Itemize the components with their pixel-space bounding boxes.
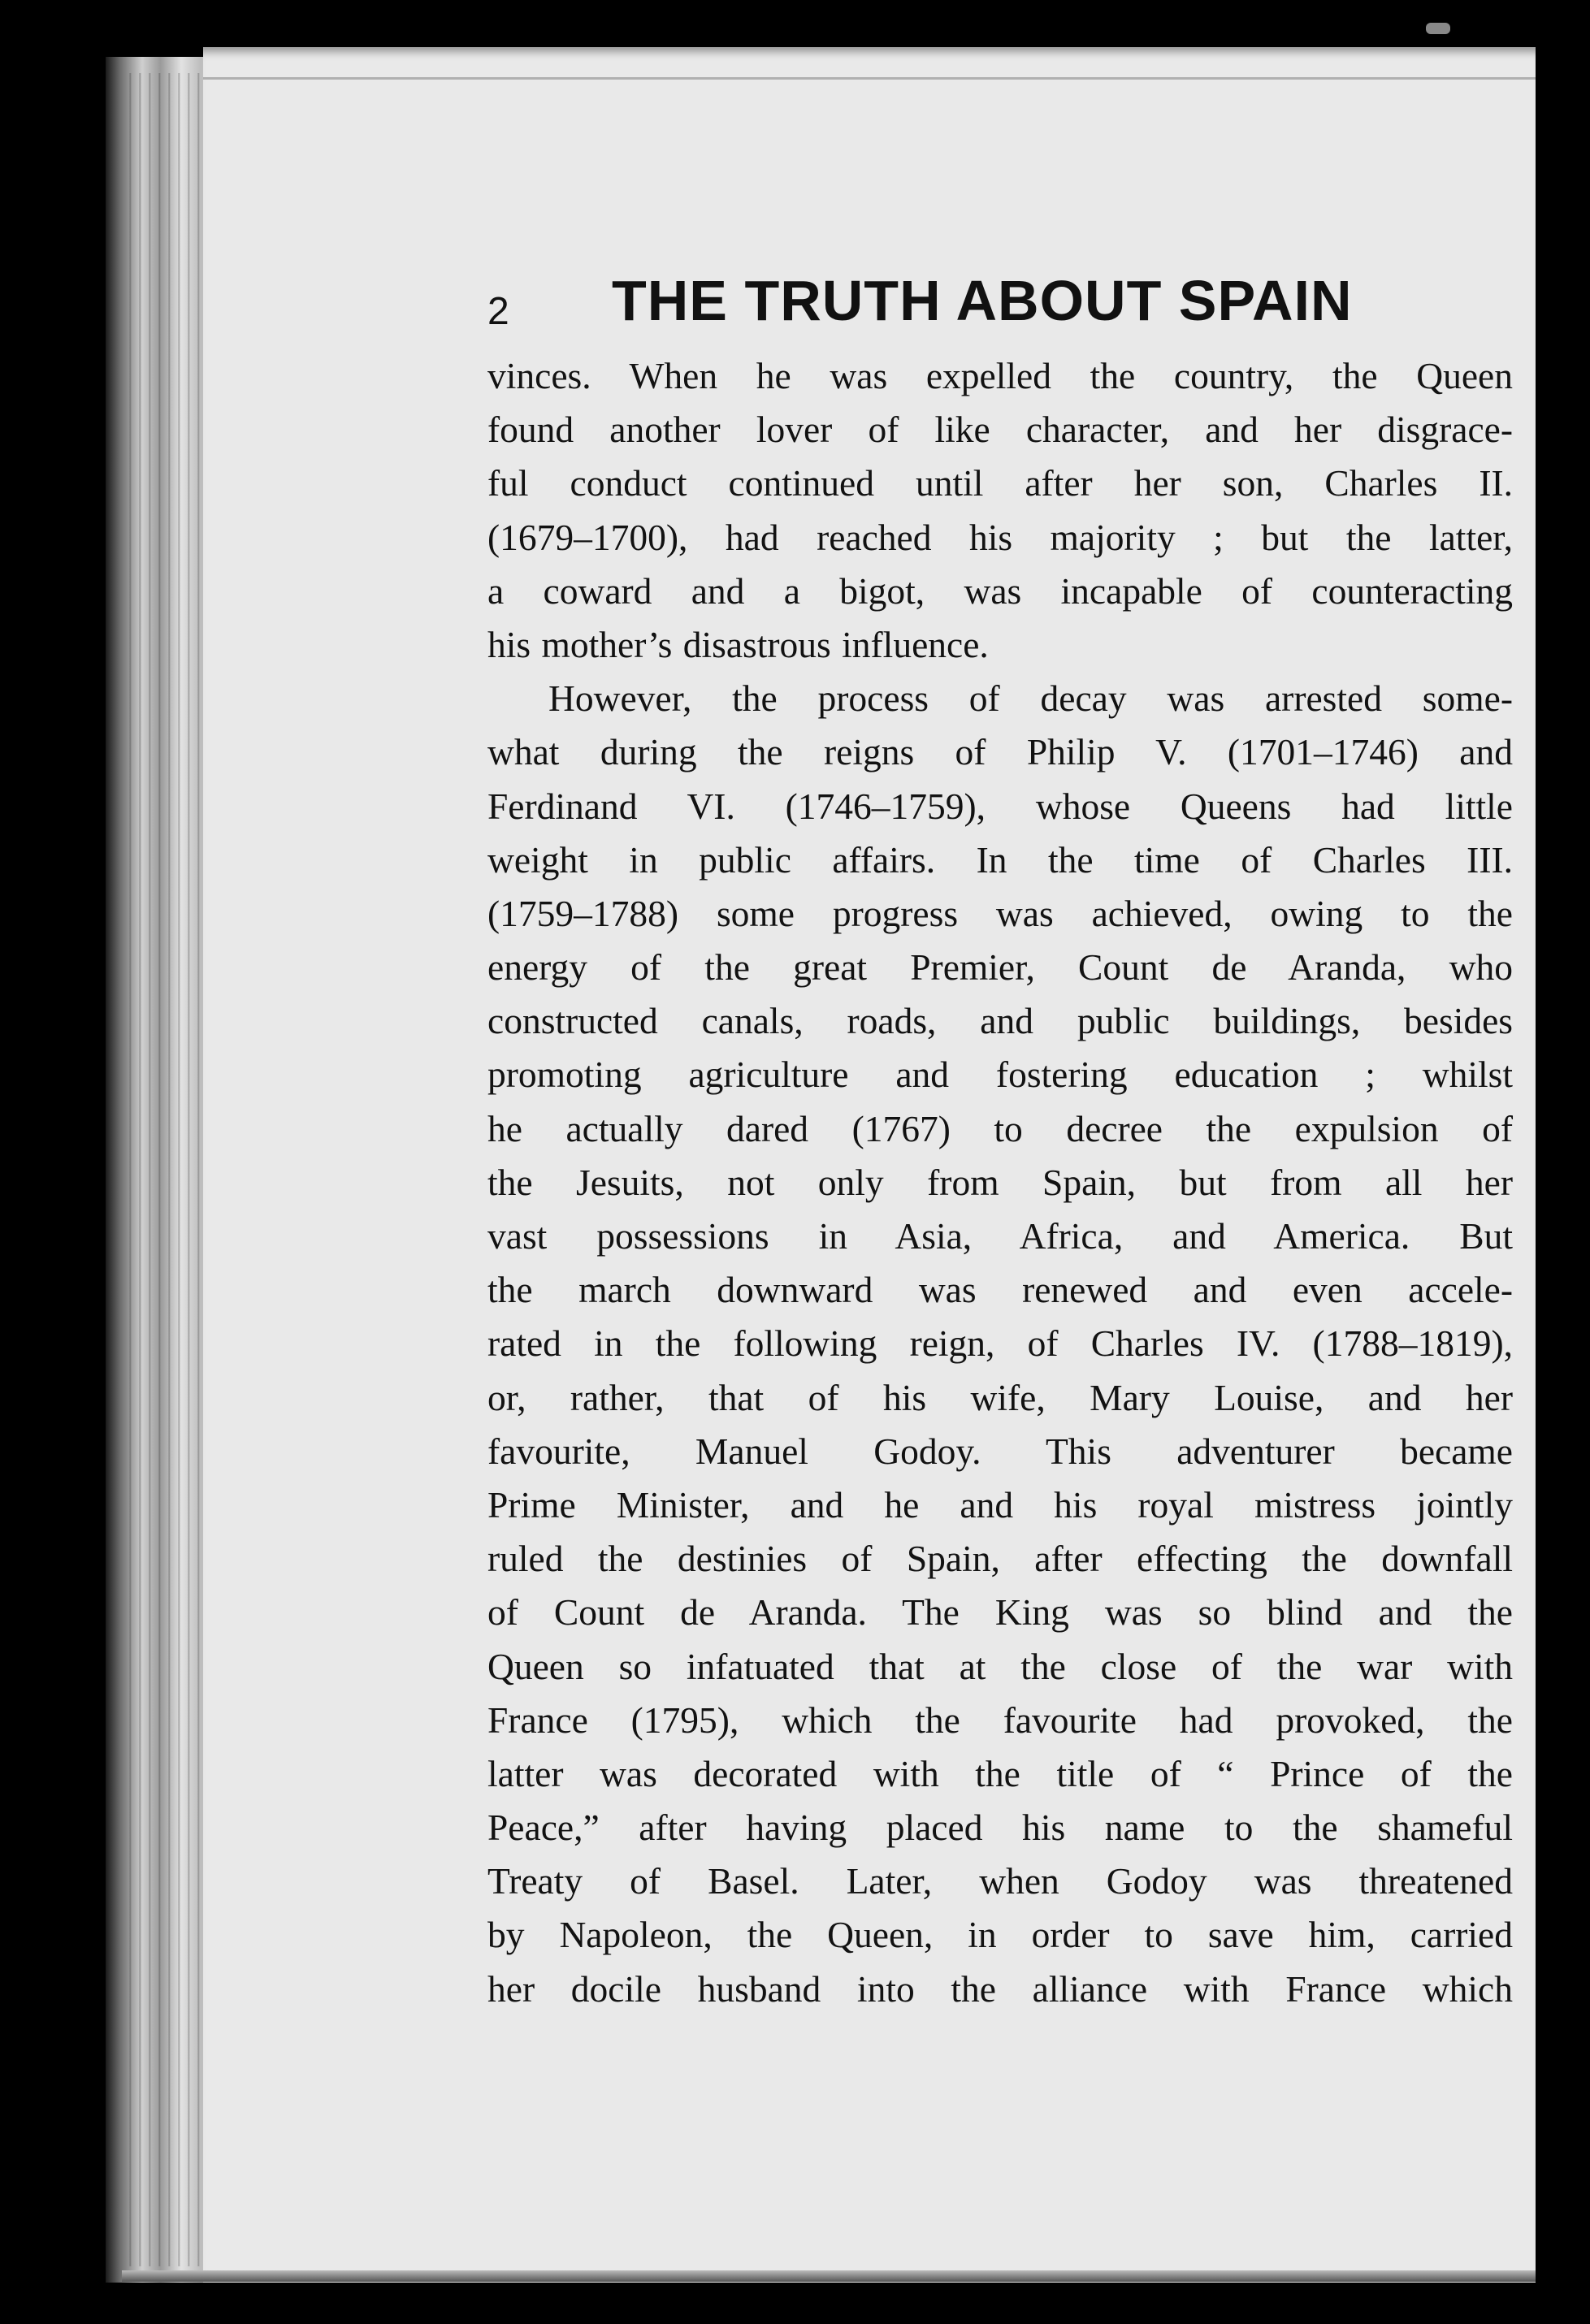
text-line: her docile husband into the alliance with France which bbox=[487, 1967, 1513, 2010]
text-line: Treaty of Basel. Later, when Godoy was threatened bbox=[487, 1860, 1513, 1902]
text-line: France (1795), which the favourite had provoked, the bbox=[487, 1699, 1513, 1741]
running-title: THE TRUTH ABOUT SPAIN bbox=[612, 269, 1353, 332]
text-line: Ferdinand VI. (1746–1759), whose Queens had little bbox=[487, 785, 1513, 827]
text-line: ruled the destinies of Spain, after effecting the downfall bbox=[487, 1538, 1513, 1580]
body-text bbox=[487, 349, 1513, 2016]
text-line: what during the reigns of Philip V. (1701–1746) and bbox=[487, 731, 1513, 773]
text-line: (1679–1700), had reached his majority ; but the latter, bbox=[487, 516, 1513, 558]
text-line: latter was decorated with the title of “ Prince of the bbox=[487, 1752, 1513, 1794]
text-line: ful conduct continued until after her son, Charles II. bbox=[487, 462, 1513, 504]
text-line: Queen so infatuated that at the close of the war with bbox=[487, 1645, 1513, 1687]
scan-speck bbox=[1426, 23, 1450, 34]
text-line: by Napoleon, the Queen, in order to save him, carried bbox=[487, 1914, 1513, 1956]
text-line: a coward and a bigot, was incapable of counteracting bbox=[487, 569, 1513, 612]
text-line: Prime Minister, and he and his royal mistress jointly bbox=[487, 1483, 1513, 1526]
page-bottom-edge bbox=[122, 2270, 1536, 2282]
text-line: of Count de Aranda. The King was so blind and the bbox=[487, 1591, 1513, 1634]
text-line: vinces. When he was expelled the country, the Queen bbox=[487, 355, 1513, 396]
text-line: constructed canals, roads, and public buildings, besides bbox=[487, 1000, 1513, 1042]
page-header bbox=[487, 268, 1513, 341]
spine-texture bbox=[122, 73, 211, 2266]
text-line: promoting agriculture and fostering education ; whilst bbox=[487, 1054, 1513, 1096]
text-line: vast possessions in Asia, Africa, and America. But bbox=[487, 1215, 1513, 1257]
text-line: (1759–1788) some progress was achieved, owing to the bbox=[487, 892, 1513, 934]
text-line: the march downward was renewed and even accele- bbox=[487, 1269, 1513, 1311]
text-line: the Jesuits, not only from Spain, but from all her bbox=[487, 1161, 1513, 1203]
page-top-edge bbox=[203, 77, 1536, 80]
text-line: weight in public affairs. In the time of Charles III. bbox=[487, 838, 1513, 881]
text-line: However, the process of decay was arrested some- bbox=[548, 677, 1513, 720]
text-line: favourite, Manuel Godoy. This adventurer became bbox=[487, 1430, 1513, 1472]
text-line: Peace,” after having placed his name to the shameful bbox=[487, 1807, 1513, 1849]
text-line: he actually dared (1767) to decree the expulsion of bbox=[487, 1107, 1513, 1149]
text-line: or, rather, that of his wife, Mary Louise, and her bbox=[487, 1376, 1513, 1418]
text-line: his mother’s disastrous influence. bbox=[487, 623, 989, 665]
text-line: energy of the great Premier, Count de Aranda, who bbox=[487, 946, 1513, 989]
page-number: 2 bbox=[487, 290, 509, 333]
text-line: rated in the following reign, of Charles IV. (1788–1819), bbox=[487, 1322, 1513, 1365]
text-line: found another lover of like character, and her disgrace- bbox=[487, 409, 1513, 451]
